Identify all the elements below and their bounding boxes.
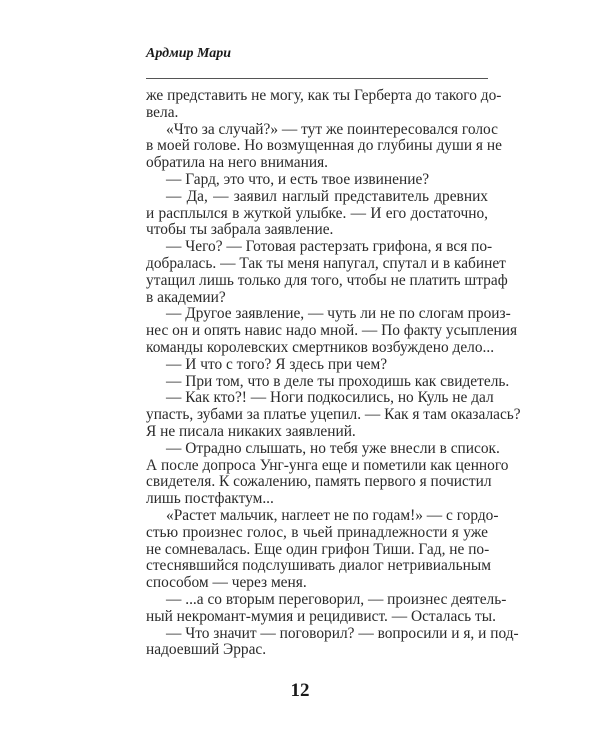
text-line: и расплылся в жуткой улыбке. — И его достаточно, [146,204,488,222]
text-line: обратила на него внимания. [146,154,329,172]
text-line: свидетеля. К сожалению, память первого я почистил [146,473,492,491]
text-line: — ...а со вторым переговорил, — произнес деятель- [166,590,507,608]
text-line: нес он и опять навис надо мной. — По факту усыпления [146,322,518,340]
running-header: Ардмир Мари [146,46,232,61]
text-line: — Другое заявление, — чуть ли не по слогам произ- [166,305,511,323]
page-number: 12 [290,680,310,701]
text-line: надоевший Эррас. [146,641,267,659]
text-line: «Растет мальчик, наглеет не по годам!» — с гордо- [166,506,499,524]
text-line: добралась. — Так ты меня напугал, спутал и в кабинет [146,254,506,272]
text-line: — При том, что в деле ты проходишь как свидетель. [166,372,510,390]
text-line: ный некромант-мумия и рецидивист. — Осталась ты. [146,607,496,625]
text-line: «Что за случай?» — тут же поинтересовался голос [166,120,498,138]
text-line: в моей голове. Но возмущенная до глубины души я не [146,137,502,155]
text-line: в академии? [146,288,226,306]
text-line: — Гард, это что, и есть твое извинение? [166,170,430,188]
text-line: — И что с того? Я здесь при чем? [166,355,388,373]
text-line: — Что значит — поговорил? — вопросили и я, и под- [166,624,519,642]
text-line: упасть, зубами за платье уцепил. — Как я там оказалась? [146,406,521,424]
header-rule [146,78,488,79]
text-line: утащил лишь только для того, чтобы не платить штраф [146,271,508,289]
text-line: — Да, — заявил наглый представитель древних [166,187,488,205]
text-line: способом — через меня. [146,574,307,592]
text-line: команды королевских смертников возбуждено дело... [146,338,495,356]
text-line: Я не писала никаких заявлений. [146,422,356,440]
text-line: стью произнес голос, в чьей принадлежности я уже [146,523,488,541]
text-line: стеснявшийся подслушивать диалог нетривиальным [146,557,491,575]
text-line: — Как кто?! — Ноги подкосились, но Куль не дал [166,389,494,407]
text-line: А после допроса Унг-унга еще и пометили как ценного [146,456,509,474]
text-line: не сомневалась. Еще один грифон Тиши. Гад, не по- [146,540,490,558]
text-line: вела. [146,103,179,121]
text-line: лишь постфактум... [146,490,274,508]
page-body [146,87,521,659]
text-line: — Чего? — Готовая растерзать грифона, я вся по- [166,238,493,256]
text-line: же представить не могу, как ты Герберта до такого до- [146,87,502,104]
text-line: чтобы ты забрала заявление. [146,221,334,239]
text-line: — Отрадно слышать, но тебя уже внесли в список. [166,439,500,457]
